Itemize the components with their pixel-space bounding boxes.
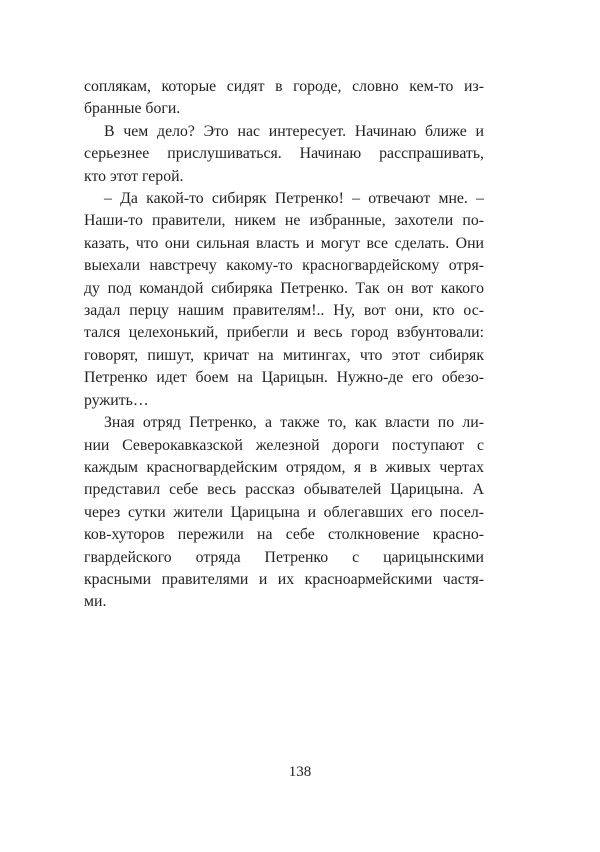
text-line: казать, что они сильная власть и могут все сделать. Они (84, 234, 484, 252)
text-line: соплякам, которые сидят в городе, словно кем-то из- (84, 78, 484, 95)
text-line: – Да какой-то сибиряк Петренко! – отвечают мне. – (104, 190, 484, 208)
text-line: бранные боги. (84, 100, 181, 118)
body-text (84, 76, 484, 614)
text-line: выехали навстречу какому-то красногвардейскому отря- (84, 257, 484, 275)
text-line: серьезнее прислушиваться. Начинаю расспрашивать, (84, 145, 484, 163)
text-line: представил себе весь рассказ обывателей Царицына. А (84, 481, 484, 499)
text-line: задал перцу нашим правителям!.. Ну, вот они, кто ос- (84, 302, 484, 320)
text-line: В чем дело? Это нас интересует. Начинаю ближе и (104, 122, 484, 140)
text-line: ков-хуторов пережили на себе столкновение красно- (84, 526, 484, 544)
page-number: 138 (288, 764, 312, 780)
text-line: нии Северокавказской железной дороги поступают с (84, 436, 484, 454)
text-line: ду под командой сибиряка Петренко. Так он вот какого (84, 279, 484, 297)
text-line: тался целехонький, прибегли и весь город взбунтовали: (84, 324, 484, 342)
text-line: красными правителями и их красноармейскими частя- (84, 570, 484, 588)
text-line: Петренко идет боем на Царицын. Нужно-де его обезо- (84, 369, 484, 387)
text-line: Наши-то правители, никем не избранные, захотели по- (84, 212, 484, 230)
text-line: через сутки жители Царицына и облегавших его посел- (84, 503, 484, 521)
text-line: говорят, пишут, кричат на митингах, что этот сибиряк (84, 346, 484, 364)
text-line: кто этот герой. (84, 167, 184, 185)
text-line: ми. (84, 593, 107, 611)
text-line: гвардейского отряда Петренко с царицынскими (84, 548, 484, 566)
text-line: Зная отряд Петренко, а также то, как власти по ли- (104, 414, 484, 432)
text-line: ружить… (84, 391, 149, 409)
text-line: каждым красногвардейским отрядом, я в живых чертах (84, 458, 484, 476)
